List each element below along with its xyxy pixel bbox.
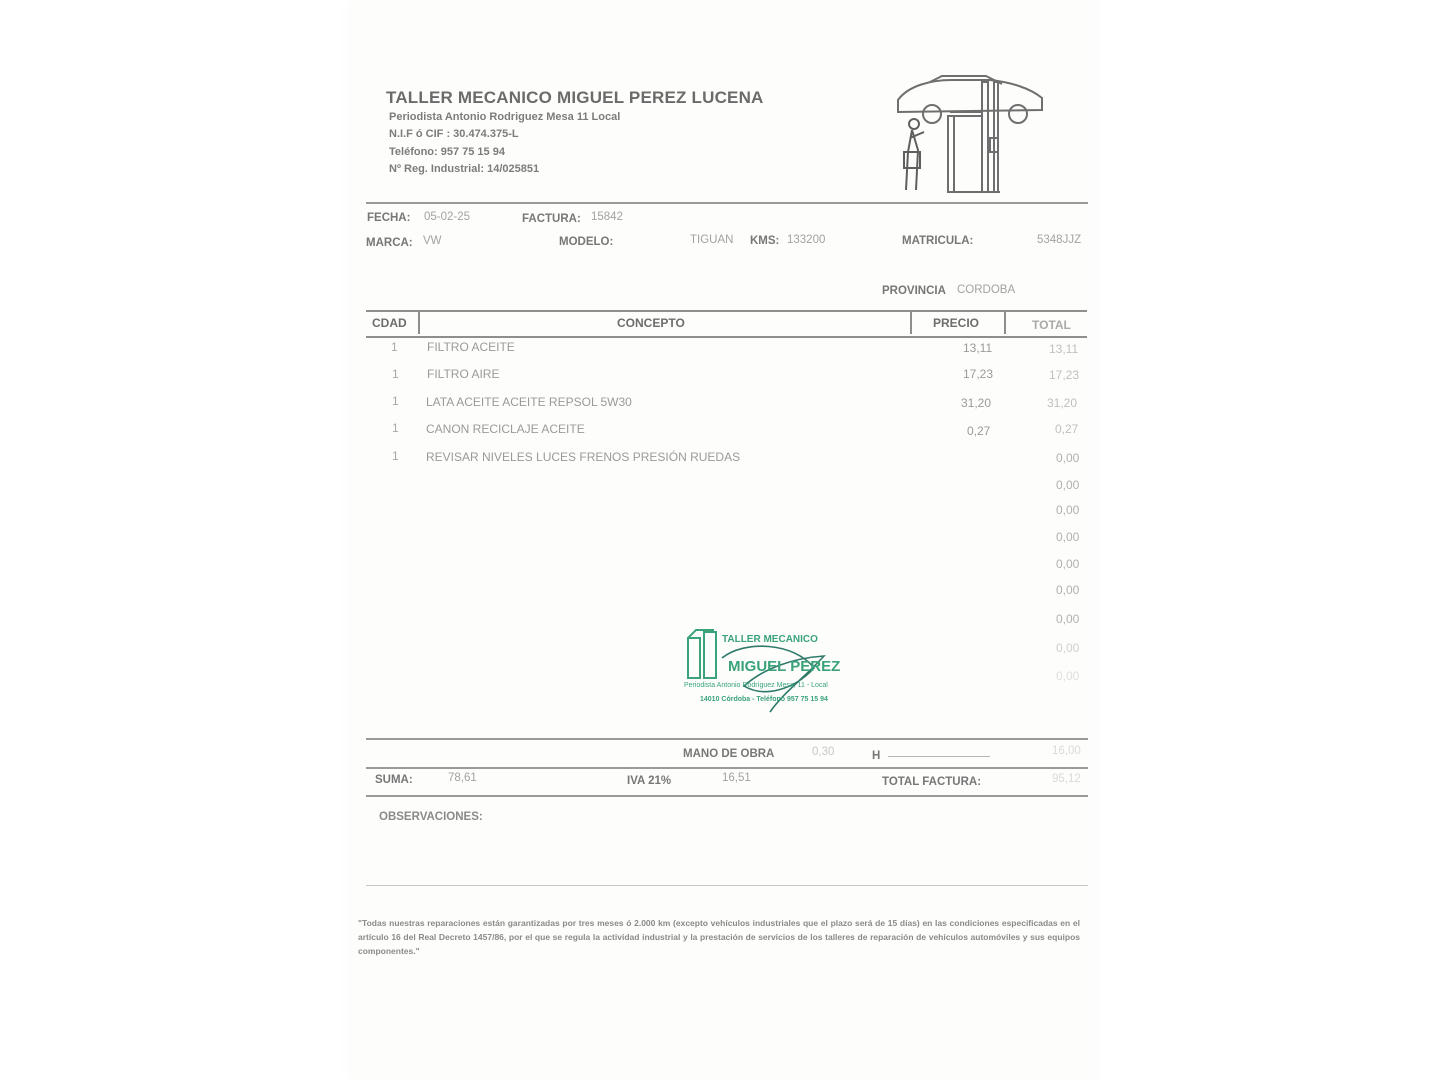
totals-divider-top — [366, 738, 1088, 740]
column-divider — [910, 312, 912, 334]
empty-row-total: 0,00 — [1056, 641, 1080, 655]
stamp-line4: 14010 Córdoba - Teléfono 957 75 15 94 — [700, 696, 828, 703]
factura-label: FACTURA: — [522, 213, 581, 225]
row-concept: FILTRO AIRE — [427, 367, 500, 381]
empty-row-total: 0,00 — [1056, 557, 1080, 571]
row-total: 0,00 — [1056, 451, 1080, 465]
suma-label: SUMA: — [375, 774, 413, 786]
row-total: 17,23 — [1049, 368, 1080, 382]
row-price: 17,23 — [963, 367, 994, 381]
mano-obra-hours: 0,30 — [812, 746, 835, 758]
column-divider — [418, 312, 420, 334]
stamp-line3: Periodista Antonio Rodríguez Mesa, 11 - Local — [684, 682, 828, 689]
provincia-label: PROVINCIA — [882, 285, 946, 297]
row-total: 13,11 — [1049, 342, 1079, 356]
total-factura-label: TOTAL FACTURA: — [882, 776, 982, 788]
company-reg-industrial: Nº Reg. Industrial: 14/025851 — [389, 163, 540, 175]
col-header-concepto: CONCEPTO — [617, 316, 685, 330]
factura-value: 15842 — [591, 211, 623, 223]
row-concept: FILTRO ACEITE — [427, 340, 515, 354]
col-header-precio: PRECIO — [933, 316, 980, 330]
empty-row-total: 0,00 — [1056, 583, 1080, 597]
car-lift-logo-icon — [890, 72, 1050, 197]
row-concept: LATA ACEITE ACEITE REPSOL 5W30 — [426, 395, 632, 409]
provincia-value: CORDOBA — [957, 284, 1016, 296]
marca-value: VW — [423, 235, 442, 247]
company-name: TALLER MECANICO MIGUEL PEREZ LUCENA — [386, 88, 764, 107]
col-header-total: TOTAL — [1032, 318, 1071, 332]
empty-row-total: 0,00 — [1056, 530, 1080, 544]
row-price: 31,20 — [961, 396, 992, 410]
empty-row-total: 0,00 — [1056, 669, 1080, 683]
warranty-footer-text: "Todas nuestras reparaciones están garantizadas por tres meses ó 2.000 km (excepto vehículos industriales que el plazo será de 15 días) en las condiciones especificadas en el artículo 16 del Real Decreto 1457/86, por el que se regula la actividad industrial y la prestación de servicios de los talleres de reparación de vehículos automóviles y sus equipos componentes." — [358, 918, 1080, 956]
kms-value: 133200 — [787, 234, 826, 246]
row-concept: REVISAR NIVELES LUCES FRENOS PRESIÓN RUEDAS — [426, 450, 741, 464]
fecha-label: FECHA: — [367, 212, 411, 224]
observaciones-label: OBSERVACIONES: — [379, 811, 483, 823]
totals-divider-mid — [366, 767, 1088, 769]
row-total: 31,20 — [1047, 396, 1078, 410]
observaciones-divider — [366, 885, 1088, 886]
totals-divider-bottom — [366, 795, 1088, 797]
row-concept: CANON RECICLAJE ACEITE — [426, 422, 585, 436]
mano-obra-value: 16,00 — [1052, 745, 1081, 757]
hours-label: H — [872, 750, 881, 762]
kms-label: KMS: — [750, 235, 780, 247]
matricula-value: 5348JJZ — [1037, 234, 1082, 246]
hours-line — [888, 756, 990, 757]
company-nif: N.I.F ó CIF : 30.474.375-L — [389, 128, 519, 140]
row-qty: 1 — [392, 394, 399, 408]
empty-row-total: 0,00 — [1056, 612, 1080, 626]
marca-label: MARCA: — [366, 237, 413, 249]
stamp-line1: TALLER MECANICO — [722, 634, 818, 645]
header-divider — [366, 202, 1088, 204]
column-divider — [1004, 312, 1006, 334]
row-price: 13,11 — [963, 341, 993, 355]
suma-value: 78,61 — [448, 772, 477, 784]
fecha-value: 05-02-25 — [424, 211, 471, 223]
row-qty: 1 — [392, 449, 399, 463]
iva-label: IVA 21% — [627, 775, 672, 787]
total-factura-value: 95,12 — [1052, 773, 1081, 785]
modelo-value: TIGUAN — [690, 234, 734, 246]
modelo-label: MODELO: — [559, 236, 614, 248]
company-stamp — [684, 628, 870, 720]
company-phone: Teléfono: 957 75 15 94 — [389, 146, 505, 158]
stamp-line2: MIGUEL PEREZ — [728, 658, 841, 675]
mano-obra-label: MANO DE OBRA — [683, 748, 775, 760]
empty-row-total: 0,00 — [1056, 478, 1080, 492]
company-address: Periodista Antonio Rodriguez Mesa 11 Local — [389, 111, 621, 123]
row-qty: 1 — [391, 340, 398, 354]
col-header-cdad: CDAD — [372, 316, 407, 330]
matricula-label: MATRICULA: — [902, 235, 974, 247]
row-price: 0,27 — [967, 424, 991, 438]
row-qty: 1 — [392, 421, 399, 435]
row-total: 0,27 — [1055, 422, 1079, 436]
empty-row-total: 0,00 — [1056, 503, 1080, 517]
row-qty: 1 — [392, 367, 399, 381]
iva-value: 16,51 — [722, 772, 751, 784]
